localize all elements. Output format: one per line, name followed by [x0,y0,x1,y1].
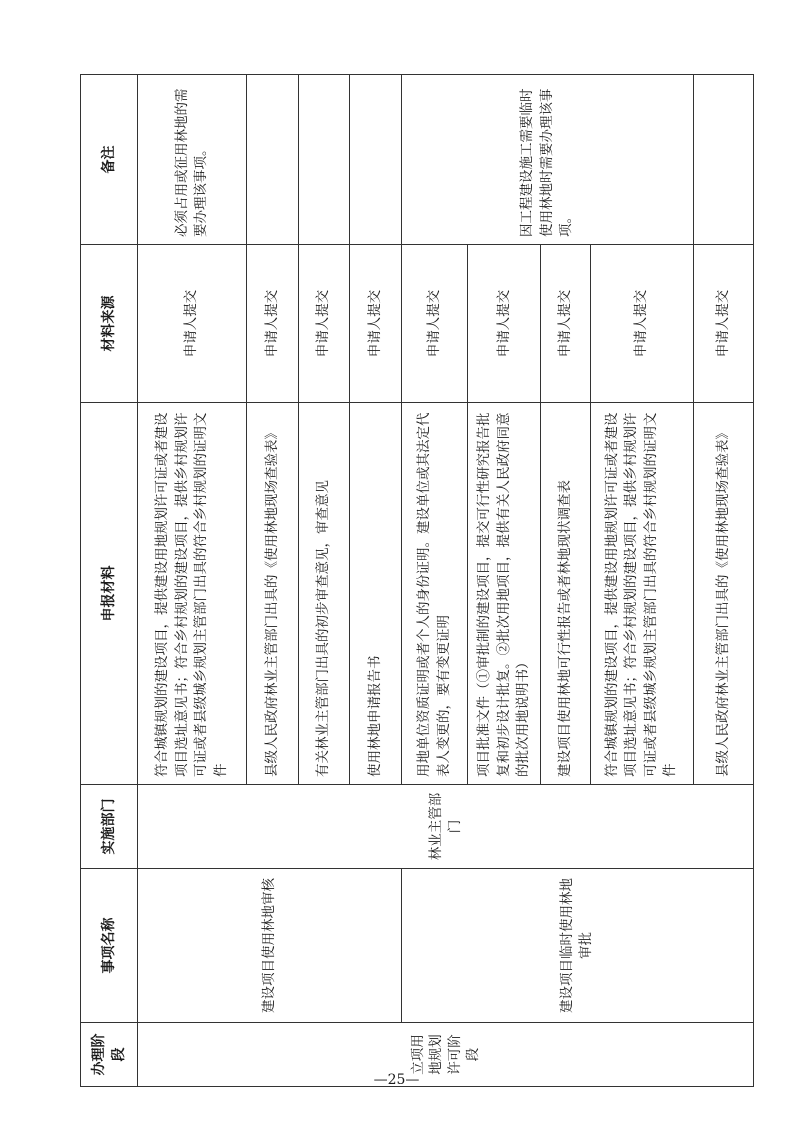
material-cell: 县级人民政府林业主管部门出具的《使用林地现场查验表》 [693,403,753,785]
material-cell: 符合城镇规划的建设项目，提供建设用地规划许可证或者建设项目选址意见书；符合乡村规划的建设项目，提供乡村规划许可证或者县级城乡规划主管部门出具的符合乡村规划的证明文件 [590,403,693,785]
material-cell: 使用林地申请报告书 [350,403,402,785]
remark-cell: 因工程建设施工需要临时使用林地时需要办理该事项。 [401,75,693,245]
source-cell: 申请人提交 [590,245,693,403]
department-cell: 林业主管部门 [138,785,754,869]
source-cell: 申请人提交 [468,245,541,403]
rotated-table-container [80,75,754,1087]
header-item-name: 事项名称 [81,869,138,1023]
material-cell: 符合城镇规划的建设项目，提供建设用地规划许可证或者建设项目选址意见书；符合乡村规划的建设项目，提供乡村规划许可证或者县级城乡规划主管部门出具的符合乡村规划的证明文件 [138,403,247,785]
table-row [401,75,468,1087]
remark-cell [298,75,350,245]
header-remarks: 备注 [81,75,138,245]
page-number: —25— [373,1072,420,1088]
materials-table [80,74,754,1087]
remark-cell: 必须占用或征用林地的需要办理该事项。 [138,75,247,245]
table-row [138,75,247,1087]
header-stage: 办理阶段 [81,1023,138,1087]
header-row [81,75,138,1087]
stage-cell: 立项用地规划许可阶段 [138,1023,754,1087]
remark-cell [247,75,299,245]
material-cell: 用地单位资质证明或者个人的身份证明。建设单位或其法定代表人变更的，要有变更证明 [401,403,468,785]
header-department: 实施部门 [81,785,138,869]
header-materials: 申报材料 [81,403,138,785]
source-cell: 申请人提交 [138,245,247,403]
source-cell: 申请人提交 [247,245,299,403]
material-cell: 项目批准文件（①审批制的建设项目，提交可行性研究报告批复和初步设计批复。②批次用地项目，提供有关人民政府同意的批次用地说明书） [468,403,541,785]
source-cell: 申请人提交 [298,245,350,403]
source-cell: 申请人提交 [693,245,753,403]
item-name-cell: 建设项目临时使用林地审批 [401,869,753,1023]
remark-cell [693,75,753,245]
remark-cell [350,75,402,245]
material-cell: 建设项目使用林地可行性报告或者林地现状调查表 [541,403,590,785]
source-cell: 申请人提交 [541,245,590,403]
material-cell: 县级人民政府林业主管部门出具的《使用林地现场查验表》 [247,403,299,785]
header-source: 材料来源 [81,245,138,403]
material-cell: 有关林业主管部门出具的初步审查意见，审查意见 [298,403,350,785]
source-cell: 申请人提交 [350,245,402,403]
item-name-cell: 建设项目使用林地审核 [138,869,402,1023]
source-cell: 申请人提交 [401,245,468,403]
